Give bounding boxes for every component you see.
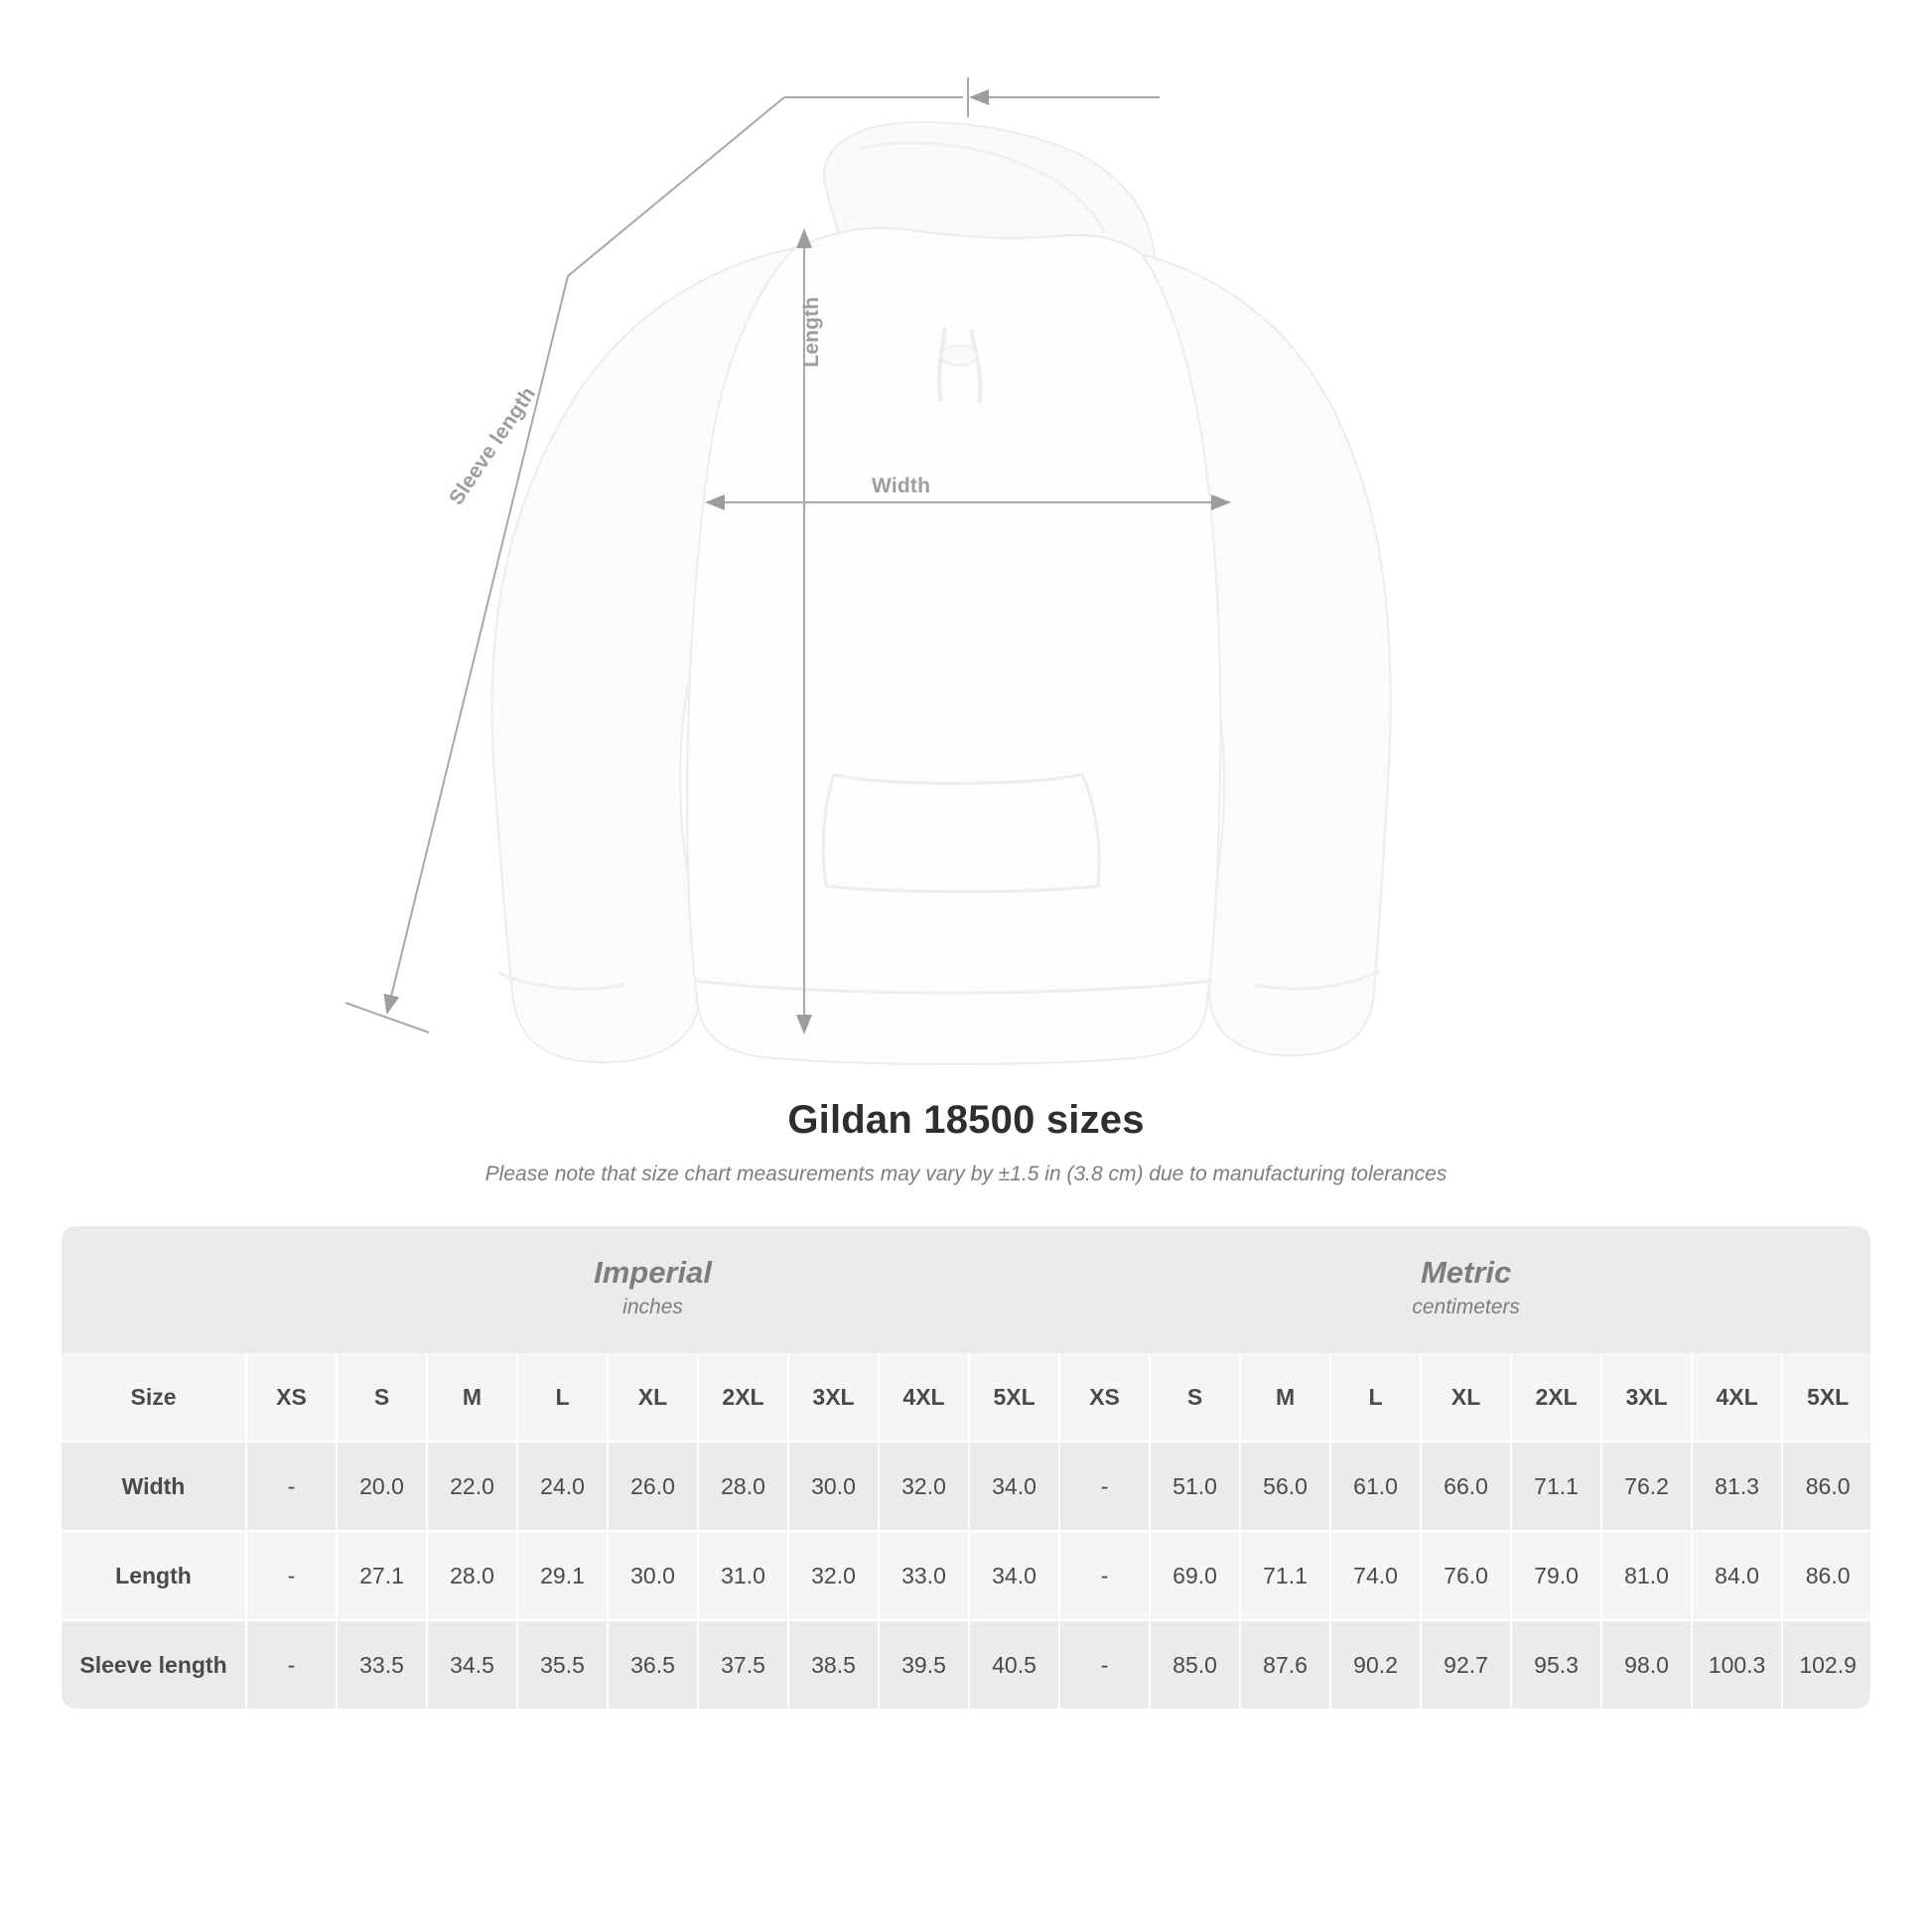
size-col-5xl-imperial: 5XL [969,1353,1059,1442]
unit-imperial-sub: inches [622,1296,683,1319]
size-col-4xl-imperial: 4XL [879,1353,969,1442]
size-col-xl-imperial: XL [608,1353,698,1442]
size-col-m-metric: M [1240,1353,1330,1442]
cell-sleeve-13: 92.7 [1421,1620,1511,1709]
cell-sleeve-14: 95.3 [1511,1620,1601,1709]
cell-length-5: 31.0 [698,1531,788,1620]
cell-length-12: 74.0 [1330,1531,1421,1620]
size-col-2xl-metric: 2XL [1511,1353,1601,1442]
cell-width-17: 86.0 [1782,1442,1870,1531]
table-row-sleeve-length [62,1620,1870,1709]
size-header-label: Size [62,1353,246,1442]
size-col-s-metric: S [1150,1353,1240,1442]
cell-sleeve-6: 38.5 [788,1620,879,1709]
sleeve-length-label: Sleeve length [445,382,541,509]
cell-sleeve-11: 87.6 [1240,1620,1330,1709]
cell-length-10: 69.0 [1150,1531,1240,1620]
size-col-xs-imperial: XS [246,1353,337,1442]
size-col-2xl-imperial: 2XL [698,1353,788,1442]
cell-width-6: 30.0 [788,1442,879,1531]
cell-width-16: 81.3 [1692,1442,1782,1531]
cell-sleeve-10: 85.0 [1150,1620,1240,1709]
size-col-4xl-metric: 4XL [1692,1353,1782,1442]
hoodie-shape [491,122,1390,1064]
row-label-sleeve-length: Sleeve length [62,1620,246,1709]
cell-sleeve-1: 33.5 [337,1620,427,1709]
cell-length-1: 27.1 [337,1531,427,1620]
cell-length-11: 71.1 [1240,1531,1330,1620]
cell-sleeve-4: 36.5 [608,1620,698,1709]
cell-width-0: - [246,1442,337,1531]
cell-width-14: 71.1 [1511,1442,1601,1531]
cell-length-6: 32.0 [788,1531,879,1620]
cell-sleeve-12: 90.2 [1330,1620,1421,1709]
length-label: Length [800,296,823,367]
size-table [62,1226,1870,1709]
row-label-width: Width [62,1442,246,1531]
cell-width-3: 24.0 [517,1442,608,1531]
cell-sleeve-8: 40.5 [969,1620,1059,1709]
cell-sleeve-7: 39.5 [879,1620,969,1709]
cell-sleeve-5: 37.5 [698,1620,788,1709]
size-col-3xl-imperial: 3XL [788,1353,879,1442]
unit-spacer-cell [62,1226,246,1353]
cell-width-12: 61.0 [1330,1442,1421,1531]
cell-length-17: 86.0 [1782,1531,1870,1620]
tolerance-note: Please note that size chart measurements may vary by ±1.5 in (3.8 cm) due to manufacturing tolerances [484,1163,1448,1185]
size-col-s-imperial: S [337,1353,427,1442]
cell-sleeve-16: 100.3 [1692,1620,1782,1709]
width-label: Width [872,475,931,497]
unit-header-row [62,1226,1870,1353]
cell-width-7: 32.0 [879,1442,969,1531]
cell-width-2: 22.0 [427,1442,517,1531]
cell-width-15: 76.2 [1601,1442,1692,1531]
cell-sleeve-2: 34.5 [427,1620,517,1709]
cell-width-4: 26.0 [608,1442,698,1531]
table-row-length [62,1531,1870,1620]
cell-width-1: 20.0 [337,1442,427,1531]
unit-group-metric [1059,1226,1870,1353]
unit-metric-sub: centimeters [1412,1296,1520,1319]
cell-width-9: - [1059,1442,1150,1531]
cell-sleeve-3: 35.5 [517,1620,608,1709]
title-block [0,1098,1932,1186]
size-table-wrapper [62,1226,1870,1709]
cell-sleeve-0: - [246,1620,337,1709]
cell-length-13: 76.0 [1421,1531,1511,1620]
size-col-l-metric: L [1330,1353,1421,1442]
unit-group-imperial [246,1226,1059,1353]
cell-sleeve-15: 98.0 [1601,1620,1692,1709]
cell-length-4: 30.0 [608,1531,698,1620]
cell-length-3: 29.1 [517,1531,608,1620]
size-col-5xl-metric: 5XL [1782,1353,1870,1442]
size-col-3xl-metric: 3XL [1601,1353,1692,1442]
page-title: Gildan 18500 sizes [787,1098,1145,1142]
cell-length-0: - [246,1531,337,1620]
cell-width-11: 56.0 [1240,1442,1330,1531]
size-col-xl-metric: XL [1421,1353,1511,1442]
cell-length-2: 28.0 [427,1531,517,1620]
cell-length-8: 34.0 [969,1531,1059,1620]
cell-sleeve-17: 102.9 [1782,1620,1870,1709]
cell-width-10: 51.0 [1150,1442,1240,1531]
size-header-row [62,1353,1870,1442]
cell-length-15: 81.0 [1601,1531,1692,1620]
cell-length-14: 79.0 [1511,1531,1601,1620]
cell-width-8: 34.0 [969,1442,1059,1531]
cell-width-5: 28.0 [698,1442,788,1531]
cell-width-13: 66.0 [1421,1442,1511,1531]
unit-metric-name: Metric [1420,1255,1512,1291]
unit-imperial-name: Imperial [594,1255,712,1291]
table-row-width [62,1442,1870,1531]
cell-length-9: - [1059,1531,1150,1620]
row-label-length: Length [62,1531,246,1620]
cell-sleeve-9: - [1059,1620,1150,1709]
size-col-m-imperial: M [427,1353,517,1442]
size-col-xs-metric: XS [1059,1353,1150,1442]
cell-length-7: 33.0 [879,1531,969,1620]
cell-length-16: 84.0 [1692,1531,1782,1620]
size-col-l-imperial: L [517,1353,608,1442]
